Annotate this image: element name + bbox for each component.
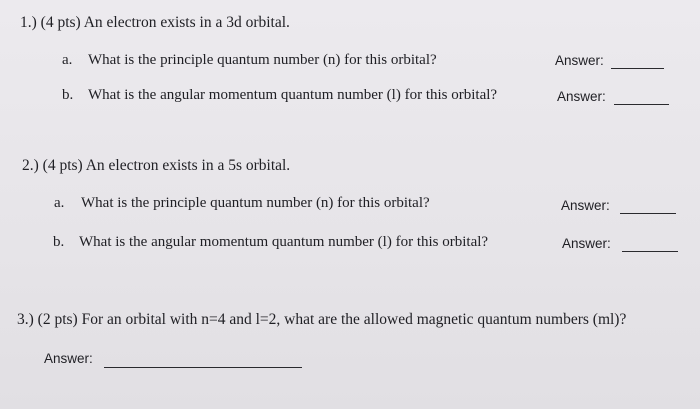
question-2b-answer-label: Answer: [562,236,611,251]
question-3-answer-label: Answer: [44,351,93,366]
question-2b-answer-blank[interactable] [622,251,678,252]
question-2b-letter: b. [53,234,65,250]
question-3-answer-blank[interactable] [104,367,302,368]
question-1b-letter: b. [62,87,74,103]
question-2a-answer-label: Answer: [561,198,610,213]
question-1a-answer-blank[interactable] [611,68,664,69]
question-1b-answer-label: Answer: [557,89,606,104]
question-1a-text: What is the principle quantum number (n) for this orbital? [88,52,437,68]
question-1-header: 1.) (4 pts) An electron exists in a 3d orbital. [20,14,290,31]
question-1b-text: What is the angular momentum quantum number (l) for this orbital? [88,87,498,103]
question-2a-letter: a. [54,195,65,211]
question-2a-answer-blank[interactable] [620,213,676,214]
question-2b-text: What is the angular momentum quantum number (l) for this orbital? [79,234,489,250]
question-2a-text: What is the principle quantum number (n) for this orbital? [81,195,430,211]
question-1a-letter: a. [62,52,73,68]
question-2-header: 2.) (4 pts) An electron exists in a 5s orbital. [22,157,291,174]
question-1b-answer-blank[interactable] [614,104,669,105]
question-3-header: 3.) (2 pts) For an orbital with n=4 and l=2, what are the allowed magnetic quantum numbers (ml)? [17,311,627,328]
question-1a-answer-label: Answer: [555,53,604,68]
